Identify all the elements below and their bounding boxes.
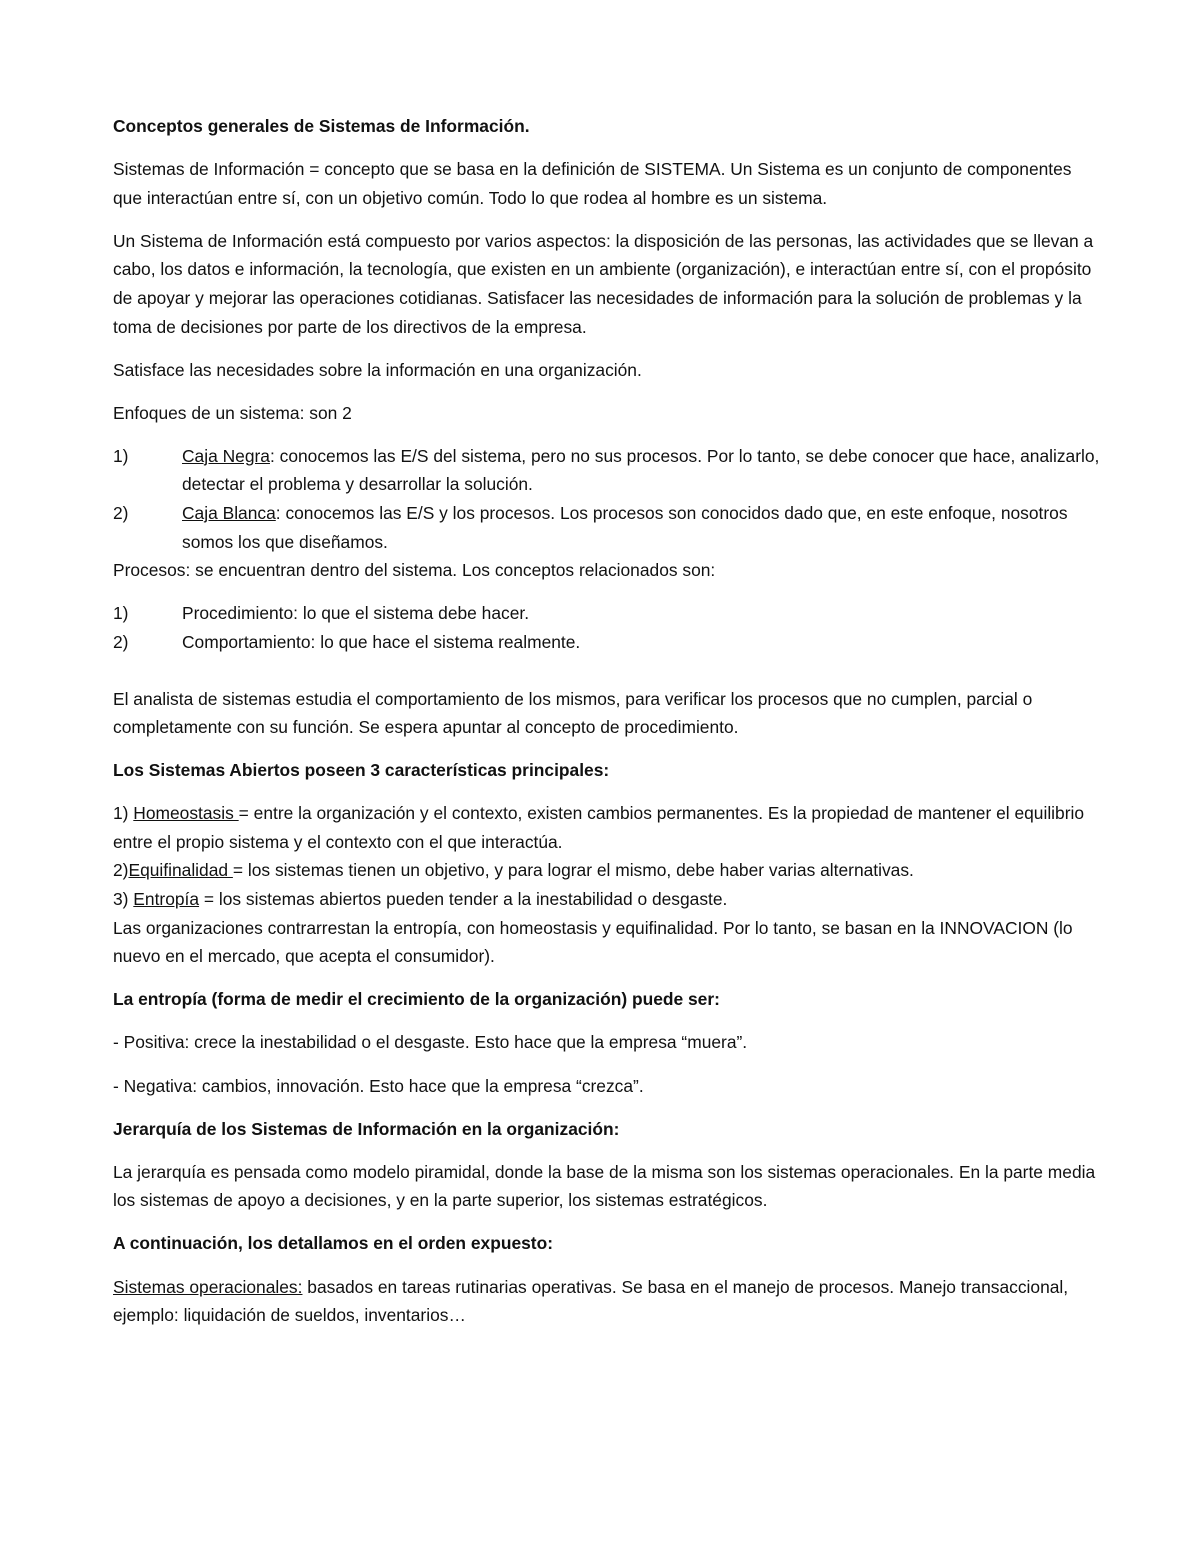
- list-item-text: Procedimiento: lo que el sistema debe hacer.: [182, 603, 530, 624]
- term-caja-blanca: Caja Blanca: [182, 503, 276, 524]
- paragraph-sistemas-operacionales: [113, 1273, 1100, 1330]
- heading-entropia: La entropía (forma de medir el crecimiento de la organización) puede ser:: [113, 989, 720, 1010]
- list-item-text: = entre la organización y el contexto, existen cambios permanentes. Es la propiedad de mantener el equilibrio entre el propio sistema y el contexto con el que interactúa.: [113, 803, 1085, 852]
- list-number: 1): [113, 445, 129, 466]
- list-item: [113, 799, 1100, 856]
- list-item-text: = los sistemas abiertos pueden tender a la inestabilidad o desgaste.: [199, 889, 728, 910]
- paragraph-innovacion: Las organizaciones contrarrestan la entropía, con homeostasis y equifinalidad. Por lo tanto, se basan en la INNOVACION (lo nuevo en el mercado, que acepta el consumidor).: [113, 917, 1073, 967]
- paragraph-sistemas-definicion: Sistemas de Información = concepto que se basa en la definición de SISTEMA. Un Sistema es un conjunto de componentes que interactúan entre sí, con un objetivo común. Todo lo que rodea al hombre es un sistema.: [113, 159, 1072, 208]
- list-item: [113, 856, 1100, 885]
- term-homeostasis: Homeostasis: [133, 803, 239, 824]
- heading-continuacion: A continuación, los detallamos en el orden expuesto:: [113, 1233, 553, 1254]
- heading-sistemas-abiertos: Los Sistemas Abiertos poseen 3 características principales:: [113, 760, 610, 781]
- list-number: 2): [113, 503, 129, 524]
- list-item: [113, 599, 1100, 628]
- conceptos-list: [113, 599, 1100, 656]
- list-item-text: : conocemos las E/S del sistema, pero no sus procesos. Por lo tanto, se debe conocer que hace, analizarlo, detectar el problema y desarrollar la solución.: [182, 445, 1100, 495]
- list-item: [113, 628, 1100, 657]
- term-caja-negra: Caja Negra: [182, 445, 270, 466]
- paragraph-negativa: - Negativa: cambios, innovación. Esto hace que la empresa “crezca”.: [113, 1075, 644, 1096]
- document-title: Conceptos generales de Sistemas de Información.: [113, 116, 530, 136]
- list-number: 2): [113, 860, 129, 881]
- list-number: 2): [113, 631, 129, 652]
- list-item: [113, 442, 1100, 499]
- term-equifinalidad: Equifinalidad: [128, 860, 233, 881]
- list-number: 3): [113, 889, 134, 910]
- heading-jerarquia: Jerarquía de los Sistemas de Información en la organización:: [113, 1118, 620, 1139]
- paragraph-sistema-informacion: Un Sistema de Información está compuesto por varios aspectos: la disposición de las personas, las actividades que se llevan a cabo, los datos e información, la tecnología, que existen en un ambiente (organización), e interactúan entre sí, con el propósito de apoyar y mejorar las operaciones cotidianas. Satisfacer las necesidades de información para la solución de problemas y la toma de decisiones por parte de los directivos de la empresa.: [113, 230, 1094, 337]
- caracteristicas-list: [113, 799, 1100, 913]
- list-item: [113, 499, 1100, 556]
- term-sistemas-operacionales: Sistemas operacionales:: [113, 1276, 303, 1297]
- enfoques-list: [113, 442, 1100, 556]
- paragraph-satisface: Satisface las necesidades sobre la información en una organización.: [113, 359, 642, 380]
- paragraph-positiva: - Positiva: crece la inestabilidad o el desgaste. Esto hace que la empresa “muera”.: [113, 1032, 748, 1053]
- list-item-text: : conocemos las E/S y los procesos. Los procesos son conocidos dado que, en este enfoque, nosotros somos los que diseñamos.: [182, 503, 1068, 552]
- paragraph-piramidal: La jerarquía es pensada como modelo piramidal, donde la base de la misma son los sistemas operacionales. En la parte media los sistemas de apoyo a decisiones, y en la parte superior, los sistemas estratégicos.: [113, 1161, 1096, 1211]
- paragraph-procesos: Procesos: se encuentran dentro del sistema. Los conceptos relacionados son:: [113, 560, 716, 581]
- paragraph-text: basados en tareas rutinarias operativas. Se basa en el manejo de procesos. Manejo transaccional, ejemplo: liquidación de sueldos, inventarios…: [113, 1276, 1069, 1326]
- list-number: 1): [113, 603, 129, 624]
- spacer: [113, 657, 1100, 685]
- list-item-text: = los sistemas tienen un objetivo, y para lograr el mismo, debe haber varias alternativas.: [232, 860, 914, 881]
- paragraph-enfoques: Enfoques de un sistema: son 2: [113, 402, 352, 423]
- list-item: [113, 885, 1100, 914]
- list-number: 1): [113, 803, 134, 824]
- term-entropia: Entropía: [133, 889, 200, 910]
- paragraph-analista: El analista de sistemas estudia el comportamiento de los mismos, para verificar los procesos que no cumplen, parcial o completamente con su función. Se espera apuntar al concepto de procedimiento.: [113, 688, 1033, 738]
- list-item-text: Comportamiento: lo que hace el sistema realmente.: [182, 631, 581, 652]
